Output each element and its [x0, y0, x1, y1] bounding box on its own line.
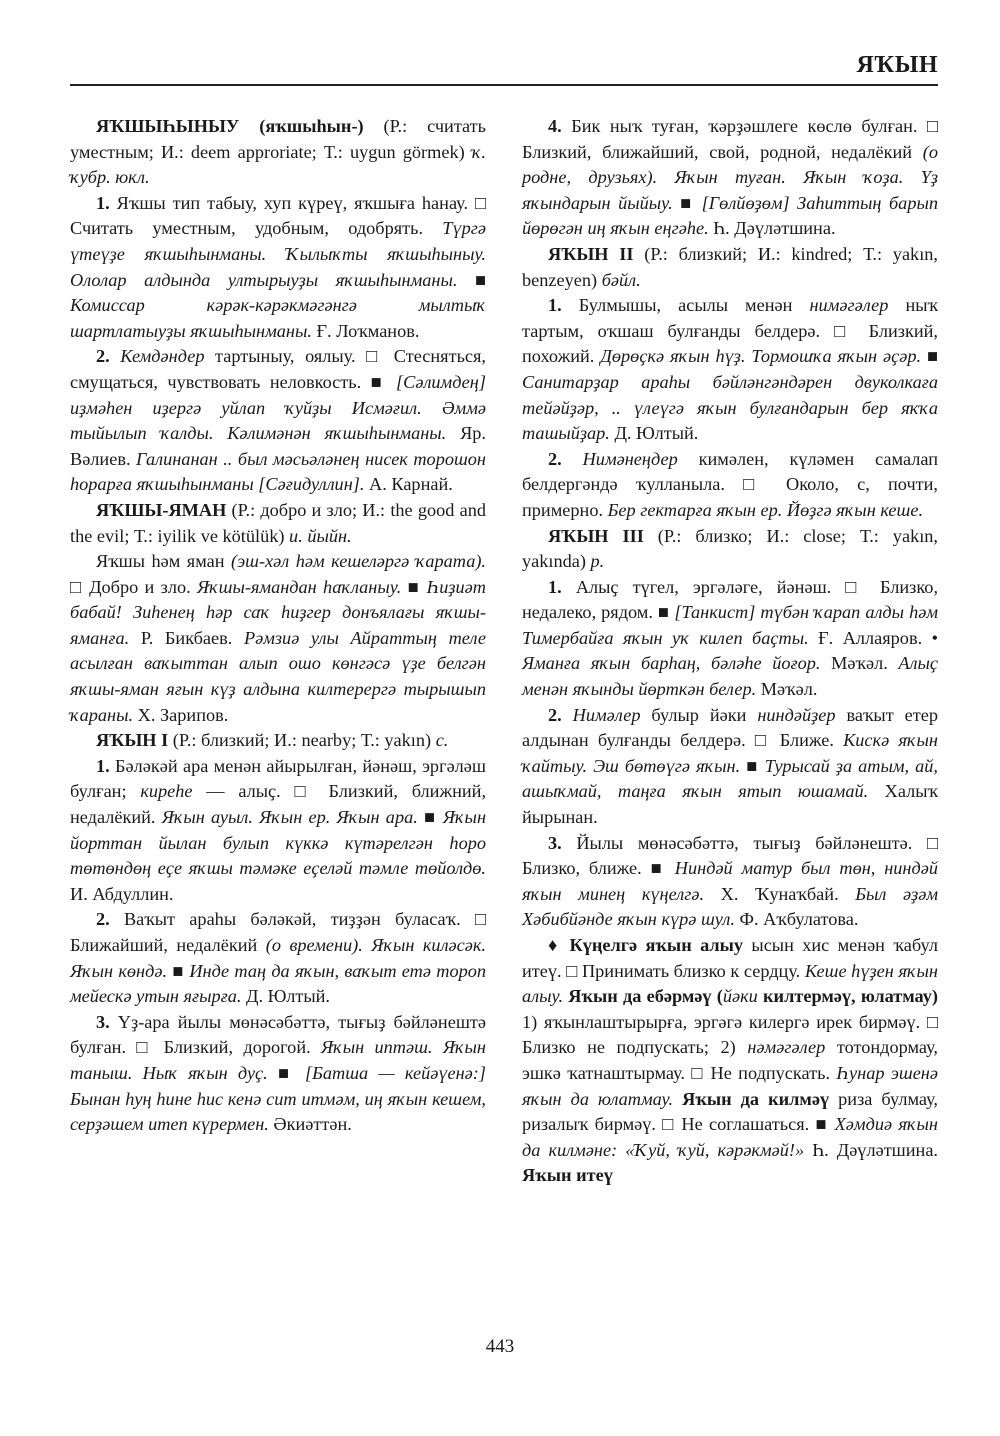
text-run: ■	[417, 807, 443, 828]
bold-run: Яҡын итеү	[522, 1165, 613, 1186]
entry-yakyn-1-sense-4	[522, 114, 938, 242]
bold-run: ЯҠЫН III	[548, 525, 644, 546]
entry-yakyn-2-sense-1	[522, 293, 938, 447]
text-run: ■	[267, 1062, 305, 1083]
italic-run: Түргә үтеүҙе яҡшыһынманы. Ҡылыҡты яҡшыһыныу. Ололар алдында ултырыуҙы яҡшыһынманы.	[70, 218, 486, 290]
bold-run: ЯҠШЫҺЫНЫУ (яҡшыһын-)	[96, 116, 364, 136]
italic-run: Яманға яҡын барһаң, бәләһе йоғор.	[522, 653, 821, 674]
italic-run: и. йыйн.	[289, 525, 352, 546]
italic-run: Яҡшы-ямандан һаҡланыу.	[197, 576, 402, 597]
text-run: 1) яҡынлаштырырға, эргәгә килергә ирек бирмәү. □ Близко не подпускать; 2)	[522, 1011, 938, 1058]
entry-yakshy-yaman-headword	[70, 498, 486, 549]
italic-run: Нимәлер	[572, 704, 641, 725]
running-head: ЯҠЫН	[856, 52, 938, 78]
italic-run: йәки	[722, 986, 758, 1007]
entry-yakyn-idioms	[522, 933, 938, 1189]
text-run: Х. Ҡунаҡбай.	[704, 883, 856, 904]
italic-run: с.	[435, 730, 449, 751]
text-run: (Р.: добро и зло; И.: the good and the evil; Т.: iyilik ve kötülük)	[70, 499, 486, 546]
italic-run: [Батша — кейәүенә:] Бынан һуң һине һис кенә сит итмәм, иң яҡын кешем, серҙәшем итеп күрермен.	[70, 1062, 487, 1135]
italic-run: Турысай ҙа атым, ай, ашыҡмай, таңға яҡын ятып юшамай.	[522, 755, 938, 802]
italic-run: Бер гектарға яҡын ер. Йөҙгә яҡын кеше.	[607, 499, 924, 520]
right-column	[522, 114, 938, 1189]
italic-run: Хәмдиә яҡын да килмәне: «Ҡуй, ҡуй, кәрәкмәй!»	[522, 1114, 938, 1160]
text-run: ысын хис менән ҡабул итеү. □ Принимать близко к сердцу.	[522, 935, 938, 981]
italic-run: Нимәнеңдер	[582, 448, 678, 469]
bold-run: 3.	[96, 1011, 118, 1032]
bold-run: 2.	[96, 909, 124, 930]
entry-yakyn-2-headword	[522, 242, 938, 293]
italic-run: Яҡын иптәш. Яҡын таныш. Ныҡ яҡын дуҫ.	[70, 1037, 486, 1083]
text-run: Мәҡәл.	[756, 679, 818, 700]
text-run: ■	[740, 755, 765, 776]
text-run: Ваҡыт араһы бәләкәй, тиҙҙән буласаҡ. □ Ближайший, недалёкий	[70, 909, 486, 955]
italic-run: Һунар эшенә яҡын да юлатмау.	[522, 1062, 938, 1109]
text-run: (Р.: близкий; И.: nearby; Т.: yakın)	[168, 730, 436, 751]
italic-run: Санитарҙар араһы бәйләнгәндәрен двуколкаға тейәйҙәр, .. үлеүгә яҡын булғандарын бер яҡҡа ташыйҙар.	[522, 371, 938, 444]
text-run: ■	[401, 576, 427, 597]
text-run: ♦	[548, 935, 570, 955]
text-run: (Р.: близкий; И.: kindred; Т.: yakın, benzeyen)	[522, 243, 938, 290]
italic-run: ҡ. ҡубр. юкл.	[70, 141, 486, 188]
bold-run: Күңелгә яҡын алыу	[569, 935, 744, 955]
italic-run: Кемдәндер	[120, 346, 205, 367]
text-run: Алыҫ түгел, эргәләге, йәнәш. □ Близко, недалеко, рядом. ■	[522, 576, 939, 623]
bold-run: 2.	[548, 704, 573, 725]
text-run: (Р.: близко; И.: close; Т.: yakın, yakında)	[522, 525, 938, 572]
text-run: булыр йәки	[640, 704, 758, 725]
left-column	[70, 114, 486, 1138]
bold-run: Яҡын да килмәү	[682, 1088, 830, 1109]
entry-yakshy-yaman-definition	[70, 549, 486, 728]
text-run: Булмышы, асылы менән	[578, 295, 810, 316]
text-run: Халыҡ йырынан.	[522, 781, 938, 828]
page-number: 443	[485, 1336, 515, 1357]
italic-run: (о родне, друзьях). Яҡын туған. Яҡын ҡоҙа. Үҙ яҡындарын йыйыу.	[522, 141, 938, 213]
text-run: ■	[672, 192, 702, 213]
entry-yakyn-3-sense-1	[522, 575, 938, 703]
text-run: Йылы мөнәсәбәттә, тығыҙ бәйләнештә. □ Близко, ближе. ■	[522, 832, 938, 879]
text-run: ныҡ тартым, оҡшаш булғанды белдерә. □ Близкий, похожий.	[522, 295, 939, 367]
text-run: ■	[167, 960, 190, 981]
text-run: ■	[921, 346, 938, 367]
italic-run: нәмәгәлер	[747, 1037, 826, 1058]
italic-run: Дөрөҫкә яҡын һүҙ. Тормошҡа яҡын әҫәр.	[600, 346, 922, 367]
text-run: Ғ. Лоҡманов.	[311, 320, 420, 341]
bold-run: ЯҠШЫ-ЯМАН	[96, 499, 227, 520]
text-run: ■	[457, 269, 486, 290]
text-run: (Р.: считать уместным; И.: deem approriate; Т.: uygun görmek)	[70, 116, 486, 162]
bold-run: 4.	[548, 116, 572, 136]
text-run: Д. Юлтый.	[609, 423, 699, 444]
bold-run: ЯҠЫН I	[96, 730, 169, 751]
italic-run: Һиҙиәт бабай! Зиһенең һәр саҡ һиҙгер донъялағы яҡшы-яманға.	[70, 576, 486, 648]
bold-run: 2.	[96, 346, 121, 367]
text-run: кимәлен, күләмен самалап белдергәндә ҡулланыла. □ Около, с, почти, примерно.	[522, 448, 939, 520]
text-run: Яр. Вәлиев.	[70, 423, 486, 469]
bold-run: 1.	[96, 192, 117, 213]
text-run: □ Добро и зло.	[70, 576, 197, 597]
italic-run: (о времени). Яҡын киләсәк. Яҡын көндә.	[70, 935, 487, 981]
italic-run: р.	[590, 551, 605, 572]
italic-run: [Сәлимдең] иҙмәһен иҙергә уйлап ҡуйҙы Исмәғил. Әммә тыйылып ҡалды. Кәлимәнән яҡшыһынманы.	[70, 371, 486, 444]
italic-run: Инде таң да яҡын, ваҡыт етә тороп мейескә утын яғырға.	[70, 960, 487, 1007]
text-run: риза булмау, ризалыҡ бирмәү. □ Не соглашаться. ■	[522, 1088, 938, 1135]
text-run: Һ. Дәүләтшина.	[708, 218, 836, 239]
italic-run: Рәмзиә улы Айраттың теле асылған ваҡыттан алып ошо көнгәсә үҙе белгән яҡшы-яман яғын күҙ алдына килтерергә тырышып ҡараны.	[70, 627, 486, 725]
italic-run: ниндәйҙер	[757, 704, 836, 725]
entry-yakshyhynyu-sense-2	[70, 344, 486, 498]
bold-run: 1.	[96, 755, 116, 776]
text-run: И. Абдуллин.	[70, 883, 174, 904]
entry-yakyn-1-sense-2	[70, 907, 486, 1009]
italic-run: Яҡын йорттан йылан булып күккә күтәрелгән һоро төтөндөң еҫе яҡшы тәмәке еҫеләй тәмле төйолдө.	[70, 807, 487, 879]
text-run: Х. Зарипов.	[133, 704, 229, 725]
entry-yakyn-1-headword	[70, 728, 486, 754]
entry-yakyn-3-sense-2	[522, 703, 938, 831]
text-run: Бәләкәй ара менән айырылған, йәнәш, эргәләш булған;	[70, 755, 487, 802]
bold-run: ЯҠЫН II	[548, 243, 634, 264]
entry-yakyn-3-headword	[522, 524, 938, 575]
bold-run: 3.	[548, 832, 577, 853]
entry-yakshyhynyu-sense-1	[70, 191, 486, 345]
italic-run: Ниндәй матур был төн, ниндәй яҡын минең күңелгә.	[522, 858, 938, 904]
italic-run: Галинанан .. был мәсьәләнең нисек торошон һорарға яҡшыһынманы [Сәғидуллин].	[70, 448, 486, 495]
text-run: тартыныу, оялыу. □ Стесняться, смущаться, чувствовать неловкость. ■	[70, 346, 486, 392]
text-run: Бик ныҡ туған, ҡәрҙәшлеге көслө булған. □ Близкий, ближайший, свой, родной, недалёкий	[522, 116, 939, 162]
italic-run: Яҡын ауыл. Яҡын ер. Яҡын ара.	[161, 807, 418, 828]
bold-run: 1.	[548, 295, 579, 316]
bold-run: 1.	[548, 576, 576, 597]
italic-run: бәйл.	[601, 269, 641, 290]
bold-run: килтермәү, юлатмау)	[757, 986, 938, 1007]
bold-run: 2.	[548, 448, 583, 469]
italic-run: Кискә яҡын ҡайтыу. Эш бөтөүгә яҡын.	[522, 730, 938, 776]
italic-run: [Танкист] түбән ҡарап алды һәм Тимербайға яҡын уҡ килеп баҫты.	[522, 602, 938, 648]
text-run: Яҡшы һәм яман	[96, 551, 232, 572]
italic-run: [Гөлйөҙөм] Заһиттың барып йөрөгән иң яҡын еңгәһе.	[522, 192, 938, 239]
bold-run: Яҡын да ебәрмәү (	[568, 986, 723, 1007]
italic-run: Был әҙәм Хәбибйәнде яҡын күрә шул.	[522, 883, 939, 930]
text-run: Ғ. Аллаяров. •	[808, 627, 938, 648]
entry-yakyn-3-sense-3	[522, 831, 938, 933]
italic-run: Алыҫ менән яҡынды йөрткән белер.	[522, 653, 939, 700]
text-run: А. Карнай.	[364, 474, 453, 495]
italic-run: Кеше һүҙен яҡын алыу.	[522, 960, 938, 1007]
entry-yakyn-1-sense-3	[70, 1010, 486, 1138]
text-run: Мәҡәл.	[820, 653, 899, 674]
entry-yakyn-2-sense-2	[522, 447, 938, 524]
text-run: — алыҫ. □ Близкий, ближний, недалёкий.	[70, 781, 487, 828]
text-run: Д. Юлтый.	[241, 986, 330, 1007]
text-run	[673, 1089, 682, 1109]
text-run: Үҙ-ара йылы мөнәсәбәттә, тығыҙ бәйләнештә булған. □ Близкий, дорогой.	[70, 1011, 486, 1058]
entry-yakshyhynyu-headword	[70, 114, 486, 191]
italic-run: (эш-хәл һәм кешеләргә ҡарата).	[231, 551, 486, 572]
text-run: Р. Бикбаев.	[129, 627, 244, 648]
text-run: Әкиәттән.	[268, 1114, 352, 1135]
italic-run: Комиссар кәрәк-кәрәкмәгәнгә мылтыҡ шартлатыуҙы яҡшыһынманы.	[70, 295, 486, 341]
text-run: Һ. Дәүләтшина.	[804, 1139, 939, 1160]
entry-yakyn-1-sense-1	[70, 754, 486, 908]
text-run: тотондормау, эшкә ҡатнаштырмау. □ Не подпускать.	[522, 1037, 938, 1083]
italic-run: нимәгәлер	[809, 295, 889, 316]
italic-run: киреһе	[140, 781, 193, 802]
text-run: ваҡыт етер алдынан булғанды белдерә. □ Ближе.	[522, 704, 939, 751]
text-run: Ф. Аҡбулатова.	[734, 909, 859, 930]
text-run: Яҡшы тип табыу, хуп күреү, яҡшыға һанау. □ Считать уместным, удобным, одобрять.	[70, 192, 487, 239]
header-rule	[70, 84, 938, 86]
